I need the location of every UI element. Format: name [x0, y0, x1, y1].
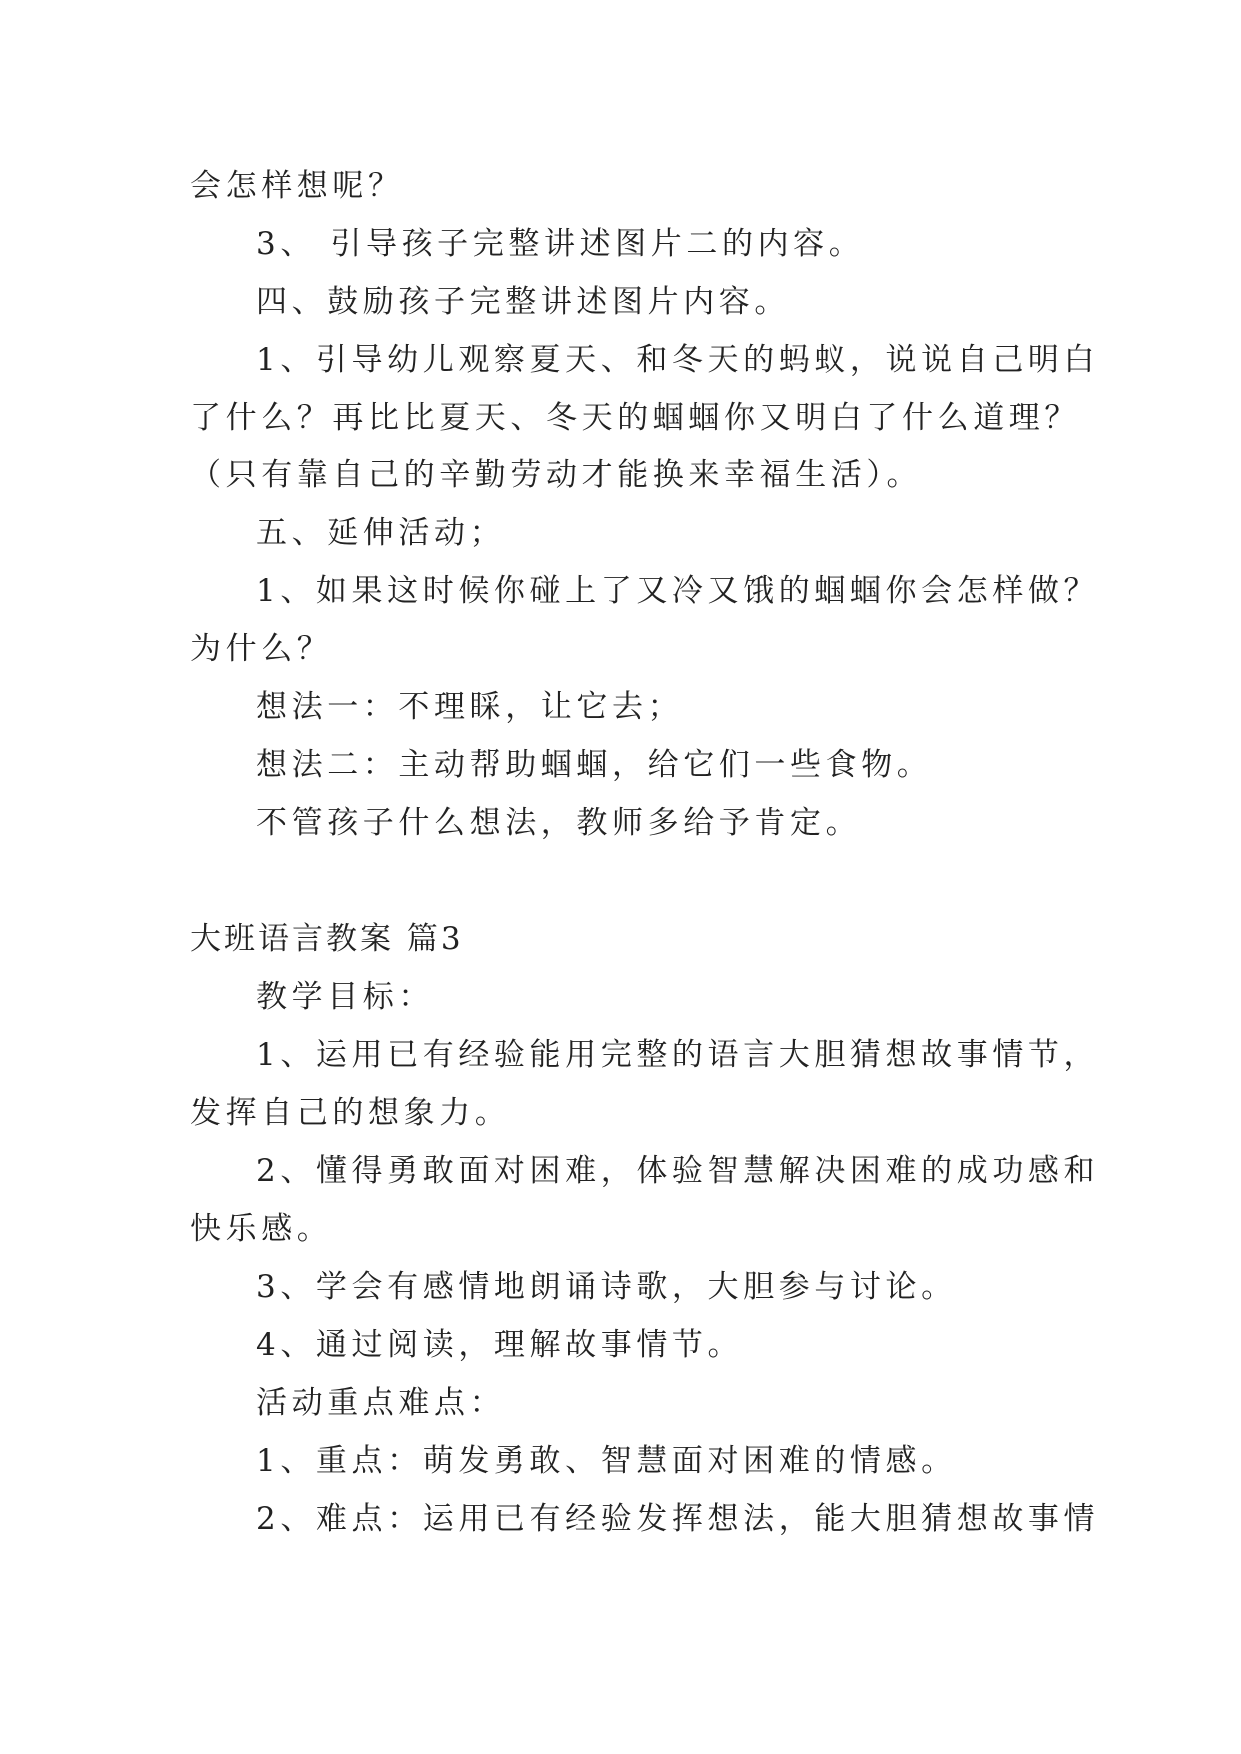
text-line: 想法二：主动帮助蝈蝈，给它们一些食物。: [256, 747, 933, 783]
text-line: 活动重点难点：: [256, 1385, 506, 1421]
text-line: 想法一：不理睬，让它去；: [256, 689, 684, 725]
text-line: 不管孩子什么想法，教师多给予肯定。: [256, 805, 862, 841]
text-line: 为什么？: [190, 631, 333, 667]
text-line: 1、如果这时候你碰上了又冷又饿的蝈蝈你会怎样做？: [256, 573, 1100, 609]
section-heading: 大班语言教案 篇3: [190, 921, 464, 957]
text-line: 教学目标：: [256, 979, 434, 1015]
text-line: 3、 引导孩子完整讲述图片二的内容。: [256, 226, 865, 262]
text-line: 四、鼓励孩子完整讲述图片内容。: [256, 284, 790, 320]
text-line: 发挥自己的想象力。: [190, 1095, 511, 1131]
text-line: 快乐感。: [190, 1211, 333, 1247]
text-line: （只有靠自己的辛勤劳动才能换来幸福生活）。: [190, 457, 923, 493]
text-line: 1、重点：萌发勇敢、智慧面对困难的情感。: [256, 1443, 957, 1479]
text-line: 五、延伸活动；: [256, 515, 506, 551]
text-line: 2、懂得勇敢面对困难，体验智慧解决困难的成功感和: [256, 1153, 1100, 1189]
text-line: 1、引导幼儿观察夏天、和冬天的蚂蚁，说说自己明白: [256, 342, 1100, 378]
text-line: 2、难点：运用已有经验发挥想法，能大胆猜想故事情: [256, 1501, 1100, 1537]
text-line: 会怎样想呢？: [190, 168, 404, 204]
text-line: 3、学会有感情地朗诵诗歌，大胆参与讨论。: [256, 1269, 957, 1305]
text-line: 1、运用已有经验能用完整的语言大胆猜想故事情节，: [256, 1037, 1100, 1073]
text-line: 了什么？再比比夏天、冬天的蝈蝈你又明白了什么道理？: [190, 400, 1080, 436]
text-line: 4、通过阅读，理解故事情节。: [256, 1327, 744, 1363]
